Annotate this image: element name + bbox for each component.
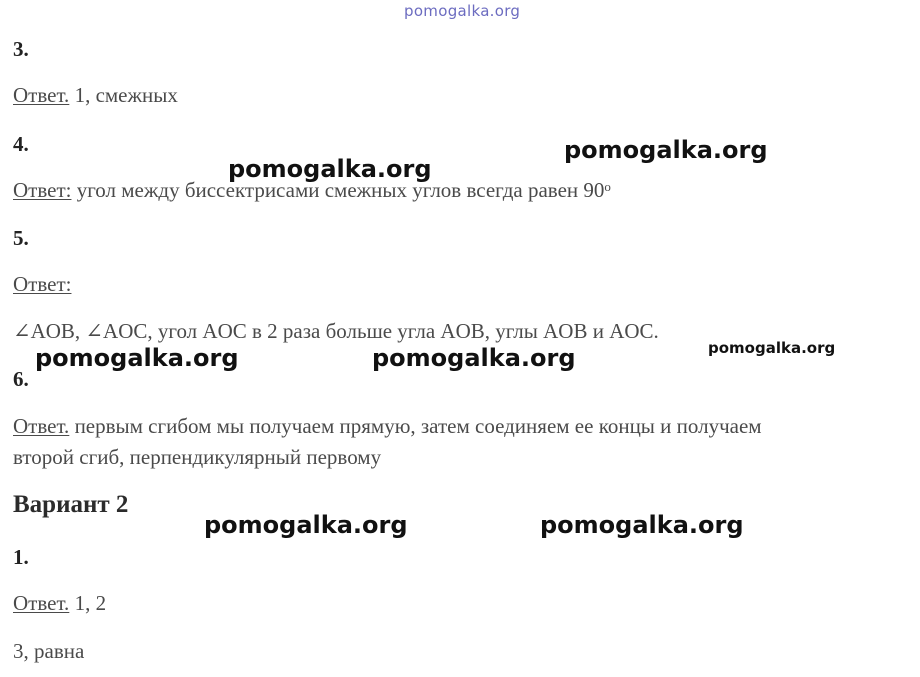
- answer-label: Ответ.: [13, 414, 70, 438]
- answer-text: 1, 2: [69, 591, 107, 615]
- answer-label: Ответ.: [13, 83, 70, 107]
- answer-line: [13, 590, 106, 616]
- answer-label: Ответ.: [13, 591, 70, 615]
- item-number: 4.: [13, 132, 29, 156]
- watermark: pomogalka.org: [540, 511, 744, 539]
- answer-line: [13, 271, 71, 297]
- item-number: 1.: [13, 545, 29, 569]
- watermark: pomogalka.org: [35, 344, 239, 372]
- degree-superscript: о: [604, 179, 611, 194]
- answer-text: 3, равна: [13, 639, 85, 663]
- item-number: 3.: [13, 37, 29, 61]
- answer-line: [13, 413, 762, 439]
- answer-text: 1, смежных: [69, 83, 178, 107]
- item-number: 5.: [13, 226, 29, 250]
- answer-text: угол между биссектрисами смежных углов всегда равен 90: [71, 178, 605, 202]
- watermark: pomogalka.org: [372, 344, 576, 372]
- watermark: pomogalka.org: [228, 155, 432, 183]
- answer-continuation: второй сгиб, перпендикулярный первому: [13, 445, 382, 469]
- section-heading: Вариант 2: [13, 491, 129, 518]
- answer-text: ∠AOB, ∠AOC, угол AOC в 2 раза больше угла AOB, углы AOB и AOC.: [13, 319, 659, 343]
- answer-text: первым сгибом мы получаем прямую, затем соединяем ее концы и получаем: [69, 414, 762, 438]
- watermark: pomogalka.org: [564, 136, 768, 164]
- watermark: pomogalka.org: [204, 511, 408, 539]
- watermark-header: pomogalka.org: [404, 2, 521, 20]
- answer-label: Ответ:: [13, 178, 72, 202]
- answer-label: Ответ:: [13, 272, 72, 296]
- item-number: 6.: [13, 367, 29, 391]
- watermark: pomogalka.org: [708, 339, 836, 357]
- answer-line: [13, 82, 178, 108]
